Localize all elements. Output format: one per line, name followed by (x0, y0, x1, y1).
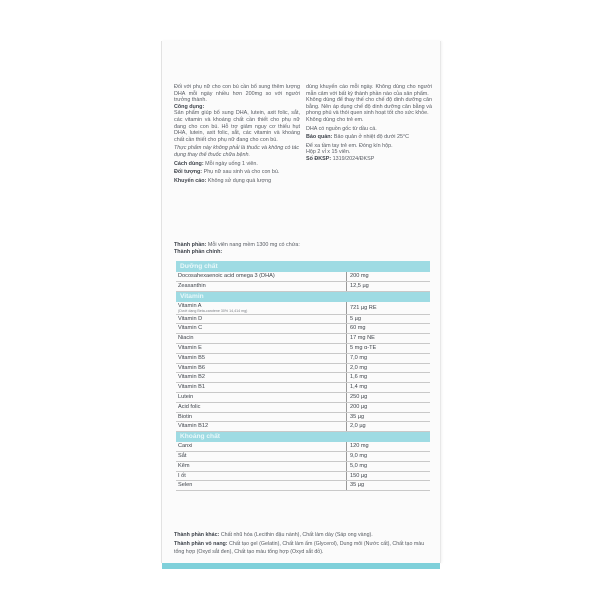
target-label: Đối tượng: (174, 169, 203, 176)
ingredient-amount: 7,0 mg (346, 354, 430, 363)
ingredient-amount: 200 mg (346, 272, 430, 281)
table-row (176, 413, 430, 423)
ingredient-amount: 1,6 mg (346, 373, 430, 382)
table-row (176, 452, 430, 462)
mineral-rows (176, 442, 430, 491)
uses-heading: Công dụng: (174, 103, 205, 110)
ingredient-amount: 1,4 mg (346, 383, 430, 392)
ingredient-amount: 2,0 µg (346, 422, 430, 431)
ingredient-amount: 721 µg RE (346, 302, 430, 314)
table-row (176, 383, 430, 393)
composition-value: Mỗi viên nang mềm 1300 mg có chứa: (207, 242, 300, 248)
intro-paragraph: Đối với phụ nữ cho con bú cần bổ sung thêm lượng DHA mỗi ngày nhiều hơn 200mg so với người trưởng thành. (174, 84, 300, 104)
ingredients-table (176, 261, 430, 491)
registration-label: Số ĐKSP: (306, 155, 332, 162)
ingredient-name: Niacin (178, 335, 194, 342)
nutrients-rows (176, 272, 430, 292)
ingredient-name: I ốt (178, 472, 186, 479)
storage-value: Bảo quản ở nhiệt độ dưới 25°C (333, 134, 410, 141)
table-row (176, 354, 430, 364)
capsule-shell-label: Thành phần vỏ nang: (174, 540, 228, 547)
group-header-vitamins: Vitamin (176, 292, 430, 302)
table-row (176, 481, 430, 491)
table-row (176, 272, 430, 282)
ingredient-name: Docosahexaenoic acid omega 3 (DHA) (178, 273, 275, 279)
composition-block (174, 242, 430, 256)
right-text-column (306, 84, 432, 163)
ingredient-name: Selen (178, 482, 193, 489)
ingredient-name: Sắt (178, 452, 187, 459)
advice-more: Không dùng để thay thế cho chế độ dinh dưỡng cân bằng. Nên áp dụng chế độ dinh dưỡng cân bằng và phong phú và thói quen sinh hoạt tốt cho sức khỏe. (306, 97, 432, 117)
other-ingredients-label: Thành phần khác: (174, 532, 220, 538)
ingredient-amount: 150 µg (346, 472, 430, 481)
ingredient-amount: 12,5 µg (346, 282, 430, 291)
other-ingredients-value: Chất nhũ hóa (Lecithin đậu nành), Chất làm dày (Sáp ong vàng). (220, 532, 373, 538)
group-header-minerals: Khoáng chất (176, 432, 430, 442)
vitamin-rows (176, 315, 430, 433)
vitamin-a-note: (Dưới dạng Beta-carotene 30% 14,414 mg) (178, 308, 248, 313)
ingredient-name: Kẽm (178, 462, 190, 469)
target-value: Phụ nữ sau sinh và cho con bú. (203, 169, 280, 176)
ingredient-name: Vitamin B2 (178, 374, 205, 381)
other-ingredients-line (174, 531, 432, 540)
composition-line (174, 242, 430, 249)
dha-source-note: DHA có nguồn gốc từ dầu cá. (306, 125, 377, 132)
ingredient-name: Vitamin C (178, 325, 203, 332)
ingredient-name: Vitamin B5 (178, 354, 205, 361)
group-header-nutrients: Dưỡng chất (176, 261, 430, 272)
ingredient-amount: 35 µg (346, 413, 430, 422)
left-text-column (174, 84, 300, 184)
advice-label: Khuyến cáo: (174, 177, 207, 184)
table-row (176, 282, 430, 292)
ingredient-amount: 250 µg (346, 393, 430, 402)
footer-block (174, 531, 432, 557)
ingredient-amount: 5 mg α-TE (346, 344, 430, 353)
advice-line (174, 178, 300, 185)
ingredient-name: Vitamin E (178, 344, 202, 351)
advice-continued: dùng khuyến cáo mỗi ngày. Không dùng cho người mẫn cảm với bất kỳ thành phần nào của sản phẩm. (306, 84, 432, 97)
table-row (176, 422, 430, 432)
storage-label: Bảo quản: (306, 134, 333, 141)
capsule-shell-value: Chất tạo gel (Gelatin), Chất làm ẩm (Glycerol), Dung môi (Nước cất), Chất tạo màu tổng hợp (Oxyd sắt đen), Chất tạo màu tổng hợp (Oxyd sắt đỏ). (174, 540, 425, 556)
table-row (176, 344, 430, 354)
children-note: Không dùng cho trẻ em. (306, 116, 364, 123)
table-row (176, 373, 430, 383)
composition-label: Thành phần: (174, 242, 207, 248)
ingredient-name: Biotin (178, 413, 192, 420)
ingredient-name: Acid folic (178, 403, 201, 410)
table-row (176, 315, 430, 325)
table-row (176, 302, 430, 315)
registration-value: 1319/2024/ĐKSP (332, 155, 375, 162)
storage-line (306, 134, 432, 141)
usage-label: Cách dùng: (174, 160, 204, 167)
ingredient-amount: 2,0 mg (346, 364, 430, 373)
table-row (176, 472, 430, 482)
capsule-shell-line (174, 540, 432, 557)
pack-note: Hộp 2 vỉ x 15 viên. (306, 149, 351, 156)
registration-line (306, 156, 432, 163)
table-row (176, 403, 430, 413)
ingredient-amount: 35 µg (346, 481, 430, 490)
warning-text: Thực phẩm này không phải là thuốc và không có tác dụng thay thế thuốc chữa bệnh. (174, 145, 300, 158)
ingredient-name: Lutein (178, 393, 194, 400)
vitamin-a-name: Vitamin A (178, 302, 202, 309)
product-box-panel (161, 41, 441, 563)
ingredient-name: Vitamin B1 (178, 384, 205, 391)
usage-value: Mỗi ngày uống 1 viên. (205, 160, 258, 167)
table-row (176, 364, 430, 374)
table-row (176, 334, 430, 344)
main-ingredients-label: Thành phần chính: (174, 248, 223, 255)
ingredient-amount: 5,0 mg (346, 462, 430, 471)
ingredient-amount: 200 µg (346, 403, 430, 412)
ingredient-amount: 5 µg (346, 315, 430, 324)
uses-paragraph: Sản phẩm giúp bổ sung DHA, lutein, axit folic, sắt, các vitamin và khoáng chất cần thiết cho phụ nữ đang cho con bú. Hỗ trợ giảm nguy cơ thiếu hụt DHA, lutein, axit folic, sắt, các vitamin và khoáng chất cần thiết cho phụ nữ đang cho con bú. (174, 110, 300, 143)
ingredient-amount: 17 mg NE (346, 334, 430, 343)
keep-away-note: Để xa tầm tay trẻ em. Đóng kín hộp. (306, 142, 393, 149)
table-row (176, 462, 430, 472)
ingredient-name (176, 302, 346, 314)
ingredient-amount: 120 mg (346, 442, 430, 451)
table-row (176, 393, 430, 403)
table-row (176, 442, 430, 452)
ingredient-amount: 60 mg (346, 324, 430, 333)
table-row (176, 324, 430, 334)
advice-value: Không sử dụng quá lượng (207, 177, 272, 184)
ingredient-name: Vitamin B6 (178, 364, 205, 371)
usage-line (174, 161, 300, 168)
ingredient-name: Zeaxanthin (178, 282, 206, 289)
ingredient-amount: 9,0 mg (346, 452, 430, 461)
target-line (174, 169, 300, 176)
ingredient-name: Canxi (178, 443, 193, 450)
ingredient-name: Vitamin D (178, 315, 203, 322)
ingredient-name: Vitamin B12 (178, 423, 209, 430)
